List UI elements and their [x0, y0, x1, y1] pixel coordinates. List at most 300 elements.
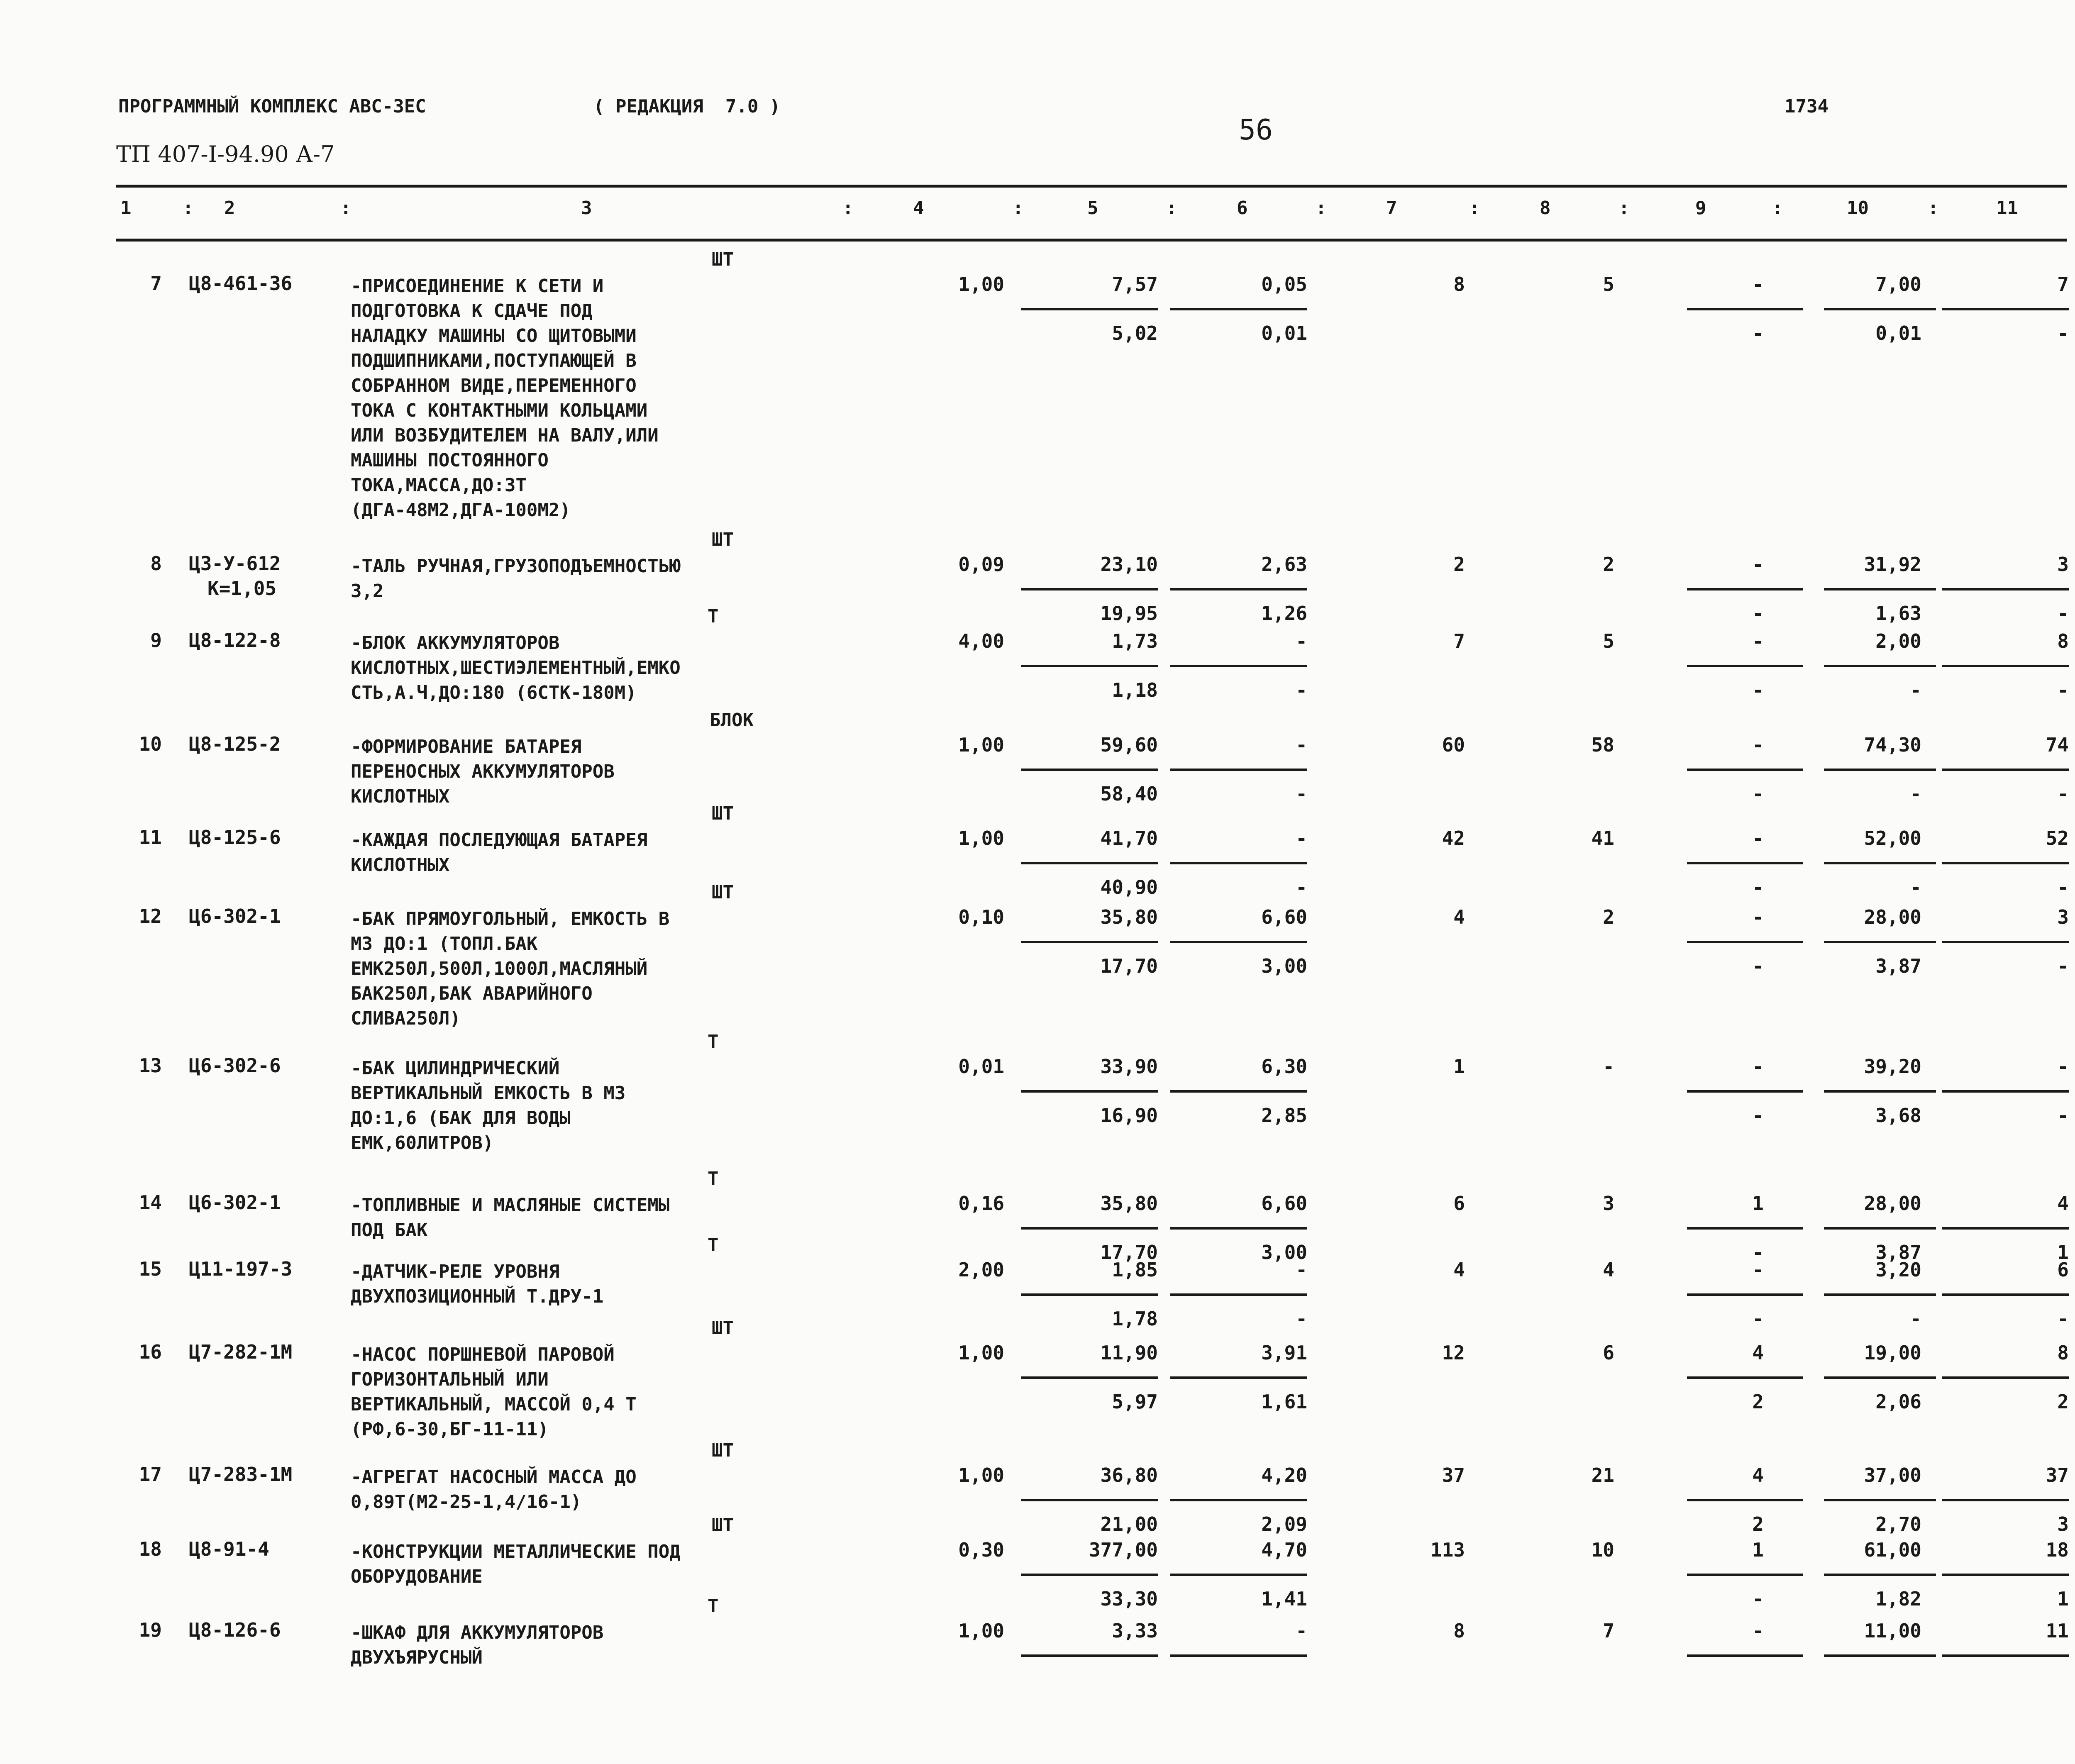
- cell-c7: 8: [1453, 273, 1465, 295]
- cell-c9b: -: [1752, 1588, 1764, 1610]
- column-header-1: 1: [120, 198, 132, 219]
- column-header-11: 11: [1996, 198, 2018, 219]
- cell-c5b: 16,90: [1100, 1104, 1158, 1127]
- row-code: Ц8-125-6: [189, 826, 281, 849]
- underline-c11: [1942, 1376, 2069, 1379]
- column-separator: :: [183, 198, 194, 219]
- cell-c10: 52,00: [1864, 827, 1921, 849]
- underline-c5: [1021, 1574, 1158, 1576]
- underline-c11: [1942, 588, 2069, 590]
- description-line: КИСЛОТНЫХ,ШЕСТИЭЛЕМЕНТНЫЙ,ЕМКО: [351, 657, 681, 678]
- underline-c5: [1021, 1090, 1158, 1093]
- cell-c5: 11,90: [1100, 1342, 1158, 1364]
- cell-c5b: 1,18: [1112, 679, 1158, 701]
- description-line: -БАК ПРЯМОУГОЛЬНЫЙ, ЕМКОСТЬ В: [351, 908, 670, 930]
- column-separator: :: [1928, 198, 1939, 219]
- underline-c10: [1824, 665, 1936, 667]
- underline-c11: [1942, 1090, 2069, 1093]
- description-line: -НАСОС ПОРШНЕВОЙ ПАРОВОЙ: [351, 1344, 615, 1365]
- underline-c6: [1170, 1293, 1307, 1296]
- unit-label: БЛОК: [710, 710, 754, 731]
- row-number: 19: [139, 1619, 162, 1641]
- cell-c9: -: [1752, 1620, 1764, 1642]
- column-separator: :: [1618, 198, 1630, 219]
- cell-c5: 33,90: [1100, 1055, 1158, 1078]
- description-line: НАЛАДКУ МАШИНЫ СО ЩИТОВЫМИ: [351, 325, 637, 346]
- cell-c5b: 5,97: [1112, 1391, 1158, 1413]
- program-title: ПРОГРАММНЫЙ КОМПЛЕКС АВС-ЗЕС: [118, 96, 426, 117]
- underline-c5: [1021, 1499, 1158, 1501]
- cell-c11: 3: [2057, 906, 2069, 928]
- row-code: Ц8-91-4: [189, 1538, 269, 1560]
- cell-c6: -: [1296, 734, 1307, 756]
- description-line: ОБОРУДОВАНИЕ: [351, 1566, 483, 1587]
- cell-c7: 6: [1453, 1192, 1465, 1215]
- cell-c10: 2,00: [1875, 630, 1921, 652]
- cell-c6b: 0,01: [1261, 322, 1307, 344]
- underline-c5: [1021, 769, 1158, 771]
- cell-c4: 2,00: [958, 1259, 1004, 1281]
- cell-c8: -: [1603, 1055, 1614, 1078]
- cell-c11: 3: [2057, 553, 2069, 576]
- cell-c10: 28,00: [1864, 906, 1921, 928]
- description-line: ПЕРЕНОСНЫХ АККУМУЛЯТОРОВ: [351, 761, 615, 782]
- cell-c9: 4: [1752, 1342, 1764, 1364]
- description-line: -КОНСТРУКЦИИ МЕТАЛЛИЧЕСКИЕ ПОД: [351, 1541, 681, 1562]
- cell-c6b: 2,09: [1261, 1513, 1307, 1535]
- underline-c10: [1824, 1654, 1936, 1657]
- cell-c5b: 5,02: [1112, 322, 1158, 344]
- underline-c10: [1824, 1090, 1936, 1093]
- cell-c10: 3,20: [1875, 1259, 1921, 1281]
- cell-c9b: -: [1752, 1104, 1764, 1127]
- description-line: ВЕРТИКАЛЬНЫЙ ЕМКОСТЬ В М3: [351, 1083, 626, 1104]
- cell-c11b: -: [2057, 876, 2069, 898]
- underline-c11: [1942, 769, 2069, 771]
- underline-c9: [1687, 769, 1803, 771]
- unit-label: ШТ: [712, 1440, 734, 1461]
- cell-c10: 61,00: [1864, 1539, 1921, 1561]
- cell-c9: 1: [1752, 1192, 1764, 1215]
- cell-c5b: 33,30: [1100, 1588, 1158, 1610]
- description-line: 0,89Т(М2-25-1,4/16-1): [351, 1491, 582, 1513]
- underline-c10: [1824, 941, 1936, 943]
- cell-c7: 1: [1453, 1055, 1465, 1078]
- underline-c5: [1021, 862, 1158, 864]
- cell-c5b: 17,70: [1100, 1241, 1158, 1264]
- row-code: Ц8-122-8: [189, 629, 281, 651]
- column-header-6: 6: [1237, 198, 1248, 219]
- cell-c11: 4: [2057, 1192, 2069, 1215]
- cell-c8: 5: [1603, 630, 1614, 652]
- underline-c5: [1021, 665, 1158, 667]
- underline-c11: [1942, 1654, 2069, 1657]
- cell-c11b: -: [2057, 679, 2069, 701]
- cell-c8: 4: [1603, 1259, 1614, 1281]
- row-code: Ц8-125-2: [189, 733, 281, 755]
- description-line: -КАЖДАЯ ПОСЛЕДУЮЩАЯ БАТАРЕЯ: [351, 830, 648, 851]
- column-header-8: 8: [1540, 198, 1551, 219]
- unit-label: Т: [708, 1235, 719, 1256]
- description-line: -ДАТЧИК-РЕЛЕ УРОВНЯ: [351, 1261, 560, 1282]
- page-number: 56: [1239, 114, 1273, 146]
- cell-c10b: -: [1910, 679, 1921, 701]
- cell-c8: 58: [1591, 734, 1614, 756]
- underline-c9: [1687, 862, 1803, 864]
- underline-c9: [1687, 588, 1803, 590]
- cell-c5: 35,80: [1100, 1192, 1158, 1215]
- underline-c9: [1687, 941, 1803, 943]
- cell-c6b: 1,61: [1261, 1391, 1307, 1413]
- cell-c8: 7: [1603, 1620, 1614, 1642]
- cell-c6: -: [1296, 827, 1307, 849]
- cell-c9b: -: [1752, 955, 1764, 977]
- cell-c11b: -: [2057, 955, 2069, 977]
- description-line: ТОКА,МАССА,ДО:3Т: [351, 475, 527, 496]
- cell-c4: 0,01: [958, 1055, 1004, 1078]
- column-separator: :: [1469, 198, 1480, 219]
- cell-c10b: -: [1910, 1308, 1921, 1330]
- cell-c10b: -: [1910, 783, 1921, 805]
- column-separator: :: [340, 198, 352, 219]
- edition-label: ( РЕДАКЦИЯ 7.0 ): [593, 96, 781, 117]
- underline-c10: [1824, 308, 1936, 310]
- cell-c6b: -: [1296, 1308, 1307, 1330]
- column-header-2: 2: [224, 198, 235, 219]
- column-header-3: 3: [581, 198, 592, 219]
- cell-c5: 41,70: [1100, 827, 1158, 849]
- underline-c10: [1824, 1293, 1936, 1296]
- underline-c6: [1170, 588, 1307, 590]
- cell-c11b: 1: [2057, 1588, 2069, 1610]
- cell-c9b: -: [1752, 876, 1764, 898]
- row-number: 11: [139, 826, 162, 849]
- cell-c4: 1,00: [958, 1464, 1004, 1486]
- underline-c11: [1942, 1499, 2069, 1501]
- description-line: (РФ,6-30,БГ-11-11): [351, 1419, 549, 1440]
- description-line: СЛИВА250Л): [351, 1008, 461, 1029]
- underline-c6: [1170, 308, 1307, 310]
- row-code: Ц6-302-1: [189, 1191, 281, 1214]
- description-line: (ДГА-48М2,ДГА-100М2): [351, 500, 571, 521]
- cell-c10b: 1,63: [1875, 602, 1921, 625]
- description-line: 3,2: [351, 581, 384, 602]
- cell-c11: 74: [2046, 734, 2069, 756]
- cell-c9: 4: [1752, 1464, 1764, 1486]
- cell-c9: 1: [1752, 1539, 1764, 1561]
- cell-c10: 31,92: [1864, 553, 1921, 576]
- description-line: -ШКАФ ДЛЯ АККУМУЛЯТОРОВ: [351, 1622, 604, 1643]
- unit-label: ШТ: [712, 1318, 734, 1339]
- underline-c11: [1942, 1227, 2069, 1230]
- unit-label: Т: [708, 1596, 719, 1617]
- cell-c9: -: [1752, 1055, 1764, 1078]
- cell-c6: 4,20: [1261, 1464, 1307, 1486]
- header-rule-top: [116, 185, 2067, 188]
- cell-c10b: 3,87: [1875, 1241, 1921, 1264]
- description-line: ИЛИ ВОЗБУДИТЕЛЕМ НА ВАЛУ,ИЛИ: [351, 425, 659, 446]
- cell-c9: -: [1752, 273, 1764, 295]
- underline-c5: [1021, 1293, 1158, 1296]
- cell-c7: 12: [1442, 1342, 1465, 1364]
- underline-c9: [1687, 1293, 1803, 1296]
- underline-c6: [1170, 941, 1307, 943]
- header-rule-bottom: [116, 239, 2067, 242]
- cell-c7: 7: [1453, 630, 1465, 652]
- description-line: -ТОПЛИВНЫЕ И МАСЛЯНЫЕ СИСТЕМЫ: [351, 1195, 670, 1216]
- column-header-5: 5: [1087, 198, 1099, 219]
- cell-c9b: -: [1752, 602, 1764, 625]
- cell-c5: 3,33: [1112, 1620, 1158, 1642]
- row-code: Ц11-197-3: [189, 1258, 293, 1280]
- cell-c11: 8: [2057, 630, 2069, 652]
- unit-label: Т: [708, 1031, 719, 1052]
- unit-label: ШТ: [712, 249, 734, 270]
- cell-c6: 4,70: [1261, 1539, 1307, 1561]
- cell-c9b: -: [1752, 783, 1764, 805]
- cell-c8: 3: [1603, 1192, 1614, 1215]
- cell-c10: 7,00: [1875, 273, 1921, 295]
- cell-c10b: 2,06: [1875, 1391, 1921, 1413]
- cell-c5b: 58,40: [1100, 783, 1158, 805]
- cell-c7: 113: [1430, 1539, 1465, 1561]
- cell-c10: 19,00: [1864, 1342, 1921, 1364]
- underline-c9: [1687, 1499, 1803, 1501]
- cell-c4: 0,16: [958, 1192, 1004, 1215]
- cell-c5: 23,10: [1100, 553, 1158, 576]
- cell-c4: 1,00: [958, 734, 1004, 756]
- underline-c6: [1170, 862, 1307, 864]
- cell-c9b: 2: [1752, 1513, 1764, 1535]
- cell-c8: 2: [1603, 906, 1614, 928]
- description-line: ГОРИЗОНТАЛЬНЫЙ ИЛИ: [351, 1369, 549, 1390]
- cell-c6: -: [1296, 1259, 1307, 1281]
- cell-c6b: 3,00: [1261, 955, 1307, 977]
- column-separator: :: [842, 198, 854, 219]
- underline-c9: [1687, 1090, 1803, 1093]
- cell-c8: 10: [1591, 1539, 1614, 1561]
- cell-c7: 4: [1453, 1259, 1465, 1281]
- unit-label: ШТ: [712, 803, 734, 824]
- cell-c7: 60: [1442, 734, 1465, 756]
- underline-c11: [1942, 665, 2069, 667]
- cell-c9: -: [1752, 827, 1764, 849]
- description-line: МАШИНЫ ПОСТОЯННОГО: [351, 450, 549, 471]
- underline-c11: [1942, 862, 2069, 864]
- cell-c11: 7: [2057, 273, 2069, 295]
- row-number: 7: [150, 272, 162, 295]
- cell-c11: 37: [2046, 1464, 2069, 1486]
- underline-c6: [1170, 1654, 1307, 1657]
- underline-c5: [1021, 1654, 1158, 1657]
- description-line: СТЬ,А.Ч,ДО:180 (6СТК-180М): [351, 682, 637, 703]
- cell-c6b: 1,26: [1261, 602, 1307, 625]
- cell-c4: 1,00: [958, 1342, 1004, 1364]
- cell-c6b: 2,85: [1261, 1104, 1307, 1127]
- cell-c7: 4: [1453, 906, 1465, 928]
- underline-c6: [1170, 1499, 1307, 1501]
- cell-c10b: 2,70: [1875, 1513, 1921, 1535]
- cell-c4: 1,00: [958, 827, 1004, 849]
- underline-c6: [1170, 769, 1307, 771]
- cell-c8: 2: [1603, 553, 1614, 576]
- cell-c10b: 3,68: [1875, 1104, 1921, 1127]
- row-code: Ц3-У-612: [189, 552, 281, 575]
- underline-c6: [1170, 1376, 1307, 1379]
- cell-c9: -: [1752, 1259, 1764, 1281]
- underline-c10: [1824, 769, 1936, 771]
- underline-c5: [1021, 1227, 1158, 1230]
- description-line: ЕМК,60ЛИТРОВ): [351, 1132, 494, 1154]
- description-line: БАК250Л,БАК АВАРИЙНОГО: [351, 983, 593, 1004]
- column-separator: :: [1772, 198, 1783, 219]
- cell-c5: 1,73: [1112, 630, 1158, 652]
- cell-c9b: 2: [1752, 1391, 1764, 1413]
- description-line: СОБРАННОМ ВИДЕ,ПЕРЕМЕННОГО: [351, 375, 637, 396]
- column-separator: :: [1316, 198, 1327, 219]
- cell-c6b: -: [1296, 679, 1307, 701]
- description-line: -БЛОК АККУМУЛЯТОРОВ: [351, 632, 560, 654]
- column-separator: :: [1166, 198, 1177, 219]
- cell-c11b: -: [2057, 602, 2069, 625]
- cell-c6: 0,05: [1261, 273, 1307, 295]
- underline-c9: [1687, 308, 1803, 310]
- cell-c11b: -: [2057, 1308, 2069, 1330]
- column-header-4: 4: [913, 198, 924, 219]
- description-line: М3 ДО:1 (ТОПЛ.БАК: [351, 933, 538, 954]
- description-line: КИСЛОТНЫХ: [351, 786, 450, 807]
- unit-label: ШТ: [712, 1515, 734, 1536]
- underline-c11: [1942, 1574, 2069, 1576]
- description-line: ДВУХЪЯРУСНЫЙ: [351, 1647, 483, 1668]
- cell-c5: 59,60: [1100, 734, 1158, 756]
- description-line: ПОД БАК: [351, 1220, 428, 1241]
- row-code: Ц7-283-1М: [189, 1463, 293, 1486]
- cell-c5: 36,80: [1100, 1464, 1158, 1486]
- row-number: 9: [150, 629, 162, 651]
- description-line: -АГРЕГАТ НАСОСНЫЙ МАССА ДО: [351, 1466, 637, 1488]
- cell-c6: -: [1296, 1620, 1307, 1642]
- underline-c5: [1021, 941, 1158, 943]
- sheet-number: 1734: [1784, 96, 1828, 117]
- row-number: 18: [139, 1538, 162, 1560]
- row-number: 16: [139, 1341, 162, 1363]
- cell-c6b: 1,41: [1261, 1588, 1307, 1610]
- underline-c11: [1942, 941, 2069, 943]
- cell-c10: 39,20: [1864, 1055, 1921, 1078]
- description-line: -ПРИСОЕДИНЕНИЕ К СЕТИ И: [351, 276, 604, 297]
- row-number: 10: [139, 733, 162, 755]
- cell-c11b: 1: [2057, 1241, 2069, 1264]
- underline-c9: [1687, 1574, 1803, 1576]
- cell-c5b: 40,90: [1100, 876, 1158, 898]
- cell-c4: 0,30: [958, 1539, 1004, 1561]
- cell-c11b: -: [2057, 783, 2069, 805]
- row-number: 13: [139, 1054, 162, 1077]
- cell-c6b: -: [1296, 876, 1307, 898]
- description-line: ПОДГОТОВКА К СДАЧЕ ПОД: [351, 300, 593, 322]
- description-line: -БАК ЦИЛИНДРИЧЕСКИЙ: [351, 1058, 560, 1079]
- cell-c4: 0,09: [958, 553, 1004, 576]
- cell-c10b: 3,87: [1875, 955, 1921, 977]
- cell-c6: 6,30: [1261, 1055, 1307, 1078]
- cell-c10: 37,00: [1864, 1464, 1921, 1486]
- row-code: Ц8-126-6: [189, 1619, 281, 1641]
- cell-c5: 377,00: [1089, 1539, 1158, 1561]
- row-number: 12: [139, 905, 162, 927]
- cell-c4: 1,00: [958, 1620, 1004, 1642]
- cell-c6: 6,60: [1261, 906, 1307, 928]
- cell-c10b: 1,82: [1875, 1588, 1921, 1610]
- cell-c11: -: [2057, 1055, 2069, 1078]
- underline-c10: [1824, 1376, 1936, 1379]
- description-line: ТОКА С КОНТАКТНЫМИ КОЛЬЦАМИ: [351, 400, 648, 421]
- cell-c6: 2,63: [1261, 553, 1307, 576]
- column-header-7: 7: [1386, 198, 1397, 219]
- cell-c7: 37: [1442, 1464, 1465, 1486]
- cell-c10b: -: [1910, 876, 1921, 898]
- underline-c10: [1824, 588, 1936, 590]
- description-line: ДО:1,6 (БАК ДЛЯ ВОДЫ: [351, 1108, 571, 1129]
- cell-c5: 35,80: [1100, 906, 1158, 928]
- description-line: ЕМК250Л,500Л,1000Л,МАСЛЯНЫЙ: [351, 958, 648, 979]
- document-code: ТП 407-I-94.90 А-7: [116, 141, 335, 167]
- unit-label: ШТ: [712, 529, 734, 550]
- cell-c8: 5: [1603, 273, 1614, 295]
- underline-c10: [1824, 1499, 1936, 1501]
- unit-label: Т: [708, 1168, 719, 1189]
- cell-c5: 7,57: [1112, 273, 1158, 295]
- underline-c6: [1170, 665, 1307, 667]
- cell-c10: 11,00: [1864, 1620, 1921, 1642]
- description-line: КИСЛОТНЫХ: [351, 854, 450, 876]
- unit-label: ШТ: [712, 882, 734, 903]
- cell-c9: -: [1752, 630, 1764, 652]
- unit-label: Т: [708, 606, 719, 627]
- description-line: -ТАЛЬ РУЧНАЯ,ГРУЗОПОДЪЕМНОСТЬЮ: [351, 556, 681, 577]
- cell-c11: 18: [2046, 1539, 2069, 1561]
- cell-c7: 2: [1453, 553, 1465, 576]
- column-separator: :: [1013, 198, 1024, 219]
- underline-c11: [1942, 308, 2069, 310]
- cell-c11b: 2: [2057, 1391, 2069, 1413]
- cell-c7: 8: [1453, 1620, 1465, 1642]
- row-code: Ц8-461-36: [189, 272, 293, 295]
- cell-c6: 6,60: [1261, 1192, 1307, 1215]
- cell-c9b: -: [1752, 322, 1764, 344]
- description-line: ДВУХПОЗИЦИОННЫЙ Т.ДРУ-1: [351, 1286, 604, 1307]
- row-number: 15: [139, 1258, 162, 1280]
- cell-c5b: 21,00: [1100, 1513, 1158, 1535]
- cell-c11: 6: [2057, 1259, 2069, 1281]
- cell-c6: -: [1296, 630, 1307, 652]
- cell-c6: 3,91: [1261, 1342, 1307, 1364]
- underline-c5: [1021, 588, 1158, 590]
- cell-c6b: 3,00: [1261, 1241, 1307, 1264]
- cell-c11b: -: [2057, 322, 2069, 344]
- row-coefficient: К=1,05: [208, 577, 277, 600]
- description-line: ПОДШИПНИКАМИ,ПОСТУПАЮЩЕЙ В: [351, 350, 637, 371]
- cell-c9b: -: [1752, 1308, 1764, 1330]
- cell-c10b: 0,01: [1875, 322, 1921, 344]
- description-line: -ФОРМИРОВАНИЕ БАТАРЕЯ: [351, 736, 582, 757]
- underline-c10: [1824, 1227, 1936, 1230]
- cell-c11: 8: [2057, 1342, 2069, 1364]
- cell-c9b: -: [1752, 1241, 1764, 1264]
- row-number: 8: [150, 552, 162, 575]
- cell-c7: 42: [1442, 827, 1465, 849]
- underline-c9: [1687, 1654, 1803, 1657]
